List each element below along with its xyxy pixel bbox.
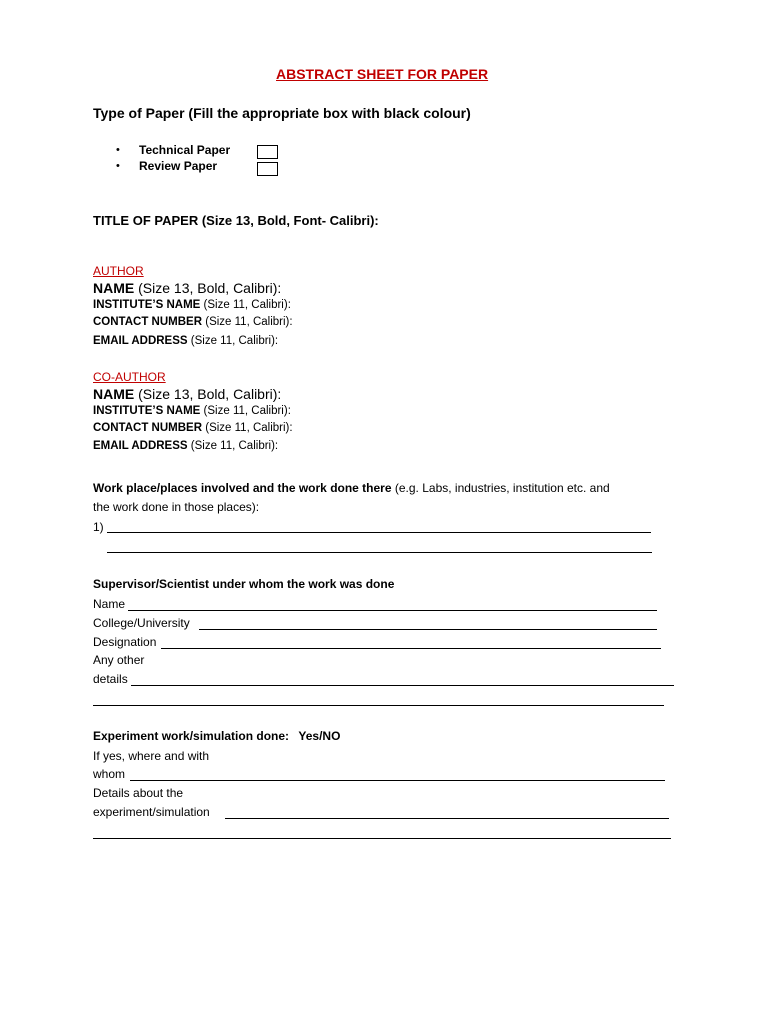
technical-paper-label: Technical Paper (139, 143, 231, 157)
page-title: ABSTRACT SHEET FOR PAPER (276, 66, 489, 82)
experiment-heading: Experiment work/simulation done: (93, 729, 290, 743)
coauthor-name-label: NAME (93, 386, 135, 402)
author-contact-row (93, 316, 293, 328)
author-name-note: (Size 13, Bold, Calibri): (138, 280, 282, 296)
experiment-where-line1: If yes, where and with (93, 749, 210, 763)
author-email-row (93, 335, 278, 347)
workplace-item-1-label: 1) (93, 520, 104, 534)
title-of-paper-label: TITLE OF PAPER (Size 13, Bold, Font- Calibri): (93, 213, 379, 228)
supervisor-name-line[interactable] (128, 610, 657, 611)
author-name-label: NAME (93, 280, 135, 296)
experiment-details-line[interactable] (225, 818, 669, 819)
author-heading: AUTHOR (93, 264, 144, 278)
experiment-details-line-2[interactable] (93, 838, 671, 839)
author-email-label: EMAIL ADDRESS (93, 335, 188, 347)
supervisor-other-line[interactable] (131, 685, 674, 686)
coauthor-institute-row (93, 405, 291, 417)
coauthor-contact-note: (Size 11, Calibri): (205, 422, 293, 434)
type-of-paper-heading: Type of Paper (Fill the appropriate box with black colour) (93, 105, 471, 121)
author-name-row (93, 280, 281, 296)
coauthor-name-row (93, 386, 281, 402)
supervisor-name-label: Name (93, 597, 126, 611)
supervisor-college-line[interactable] (199, 629, 657, 630)
workplace-note: (e.g. Labs, industries, institution etc. and (394, 481, 610, 495)
bullet-icon: • (116, 144, 120, 156)
coauthor-email-note: (Size 11, Calibri): (190, 440, 279, 452)
supervisor-other-line-2[interactable] (93, 705, 664, 706)
experiment-answer: Yes/NO (298, 729, 341, 743)
author-institute-label: INSTITUTE’S NAME (93, 299, 201, 311)
experiment-details-line1: Details about the (93, 786, 184, 800)
author-contact-label: CONTACT NUMBER (93, 316, 203, 328)
workplace-note-line2: the work done in those places): (93, 500, 260, 514)
coauthor-heading: CO-AUTHOR (93, 370, 166, 384)
review-paper-checkbox[interactable] (257, 162, 278, 176)
coauthor-institute-label: INSTITUTE’S NAME (93, 405, 201, 417)
supervisor-designation-line[interactable] (161, 648, 661, 649)
author-institute-note: (Size 11, Calibri): (203, 299, 291, 311)
supervisor-other-label-line2: details (93, 672, 128, 686)
experiment-details-line2: experiment/simulation (93, 805, 210, 819)
review-paper-label: Review Paper (139, 159, 218, 173)
workplace-item-1-line[interactable] (107, 532, 651, 533)
experiment-where-line2: whom (93, 767, 126, 781)
workplace-heading-row (93, 481, 610, 495)
coauthor-email-row (93, 440, 278, 452)
experiment-heading-row (93, 729, 340, 743)
technical-paper-checkbox[interactable] (257, 145, 278, 159)
experiment-where-line[interactable] (130, 780, 665, 781)
supervisor-designation-label: Designation (93, 635, 157, 649)
coauthor-email-label: EMAIL ADDRESS (93, 440, 188, 452)
supervisor-heading: Supervisor/Scientist under whom the work was done (93, 577, 395, 591)
coauthor-contact-label: CONTACT NUMBER (93, 422, 203, 434)
supervisor-other-label-line1: Any other (93, 653, 145, 667)
workplace-item-1-line-2[interactable] (107, 552, 652, 553)
author-email-note: (Size 11, Calibri): (190, 335, 279, 347)
author-contact-note: (Size 11, Calibri): (205, 316, 293, 328)
bullet-icon: • (116, 160, 120, 172)
workplace-heading: Work place/places involved and the work done there (93, 481, 392, 495)
coauthor-contact-row (93, 422, 293, 434)
coauthor-institute-note: (Size 11, Calibri): (203, 405, 291, 417)
coauthor-name-note: (Size 13, Bold, Calibri): (138, 386, 282, 402)
author-institute-row (93, 299, 291, 311)
supervisor-college-label: College/University (93, 616, 190, 630)
